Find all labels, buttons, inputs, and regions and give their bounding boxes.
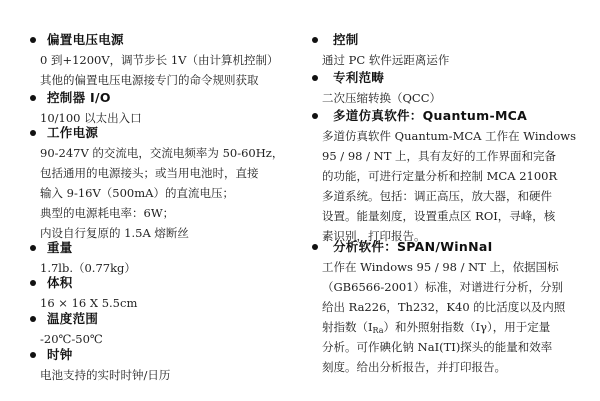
section-clock	[0, 345, 300, 385]
body-line: 二次压缩转换（QCC）	[322, 91, 442, 105]
section-controller-io	[0, 88, 300, 128]
section-power-supply	[0, 123, 300, 243]
section-heading: 分析软件：SPAN/WinNaI	[308, 237, 600, 257]
bullet-icon	[312, 37, 318, 43]
body-line: 电池支持的实时时钟/日历	[40, 368, 171, 382]
section-heading: 多道仿真软件：Quantum-MCA	[308, 106, 600, 126]
body-line: （GB6566-2001）标准，对谱进行分析，分别	[322, 280, 564, 294]
bullet-icon	[30, 95, 36, 101]
section-bias-voltage	[0, 30, 300, 90]
section-heading: 工作电源	[0, 123, 300, 143]
section-body	[308, 50, 600, 70]
bullet-icon	[30, 37, 36, 43]
body-line: 多道系统。包括：调正高压，放大器，和硬件	[322, 189, 552, 203]
body-line: 多道仿真软件 Quantum-MCA 工作在 Windows	[322, 129, 576, 143]
bullet-icon	[30, 316, 36, 322]
body-line: 工作在 Windows 95 / 98 / NT 上，依据国标	[322, 260, 559, 274]
section-heading: 温度范围	[0, 309, 300, 329]
body-line: 设置。能量刻度，设置重点区 ROI，寻峰，核	[322, 209, 556, 223]
body-line: 素识别，打印报告。	[322, 229, 426, 243]
section-heading: 专利范畴	[308, 68, 600, 88]
body-line: 输入 9-16V（500mA）的直流电压；	[40, 186, 234, 200]
section-body	[308, 88, 600, 108]
section-body	[308, 257, 600, 377]
section-body	[0, 143, 300, 243]
subscript: Ra	[372, 326, 384, 335]
bullet-icon	[312, 113, 318, 119]
section-heading: 控制器 I/O	[0, 88, 300, 108]
body-line: 90-247V 的交流电，交流电频率为 50-60Hz，	[40, 146, 284, 160]
body-line: 通过 PC 软件远距离运作	[322, 53, 450, 67]
section-heading: 体积	[0, 273, 300, 293]
section-heading: 控制	[308, 30, 600, 50]
section-body	[0, 365, 300, 385]
bullet-icon	[312, 75, 318, 81]
body-line: 分析。可作碘化钠 NaI(TI)探头的能量和效率	[322, 340, 553, 354]
section-body	[308, 126, 600, 246]
line-part: 射指数（I	[322, 320, 373, 334]
section-volume	[0, 273, 300, 313]
bullet-icon	[30, 130, 36, 136]
body-line-with-subscript	[322, 317, 600, 337]
section-heading: 时钟	[0, 345, 300, 365]
section-control	[308, 30, 600, 70]
body-line: 典型的电源耗电率：6W；	[40, 206, 175, 220]
bullet-icon	[312, 244, 318, 250]
body-line: 刻度。给出分析报告，并打印报告。	[322, 360, 506, 374]
section-temperature-range	[0, 309, 300, 349]
body-line: -20℃-50℃	[40, 332, 103, 346]
section-weight	[0, 238, 300, 278]
bullet-icon	[30, 280, 36, 286]
body-line: 给出 Ra226，Th232，K40 的比活度以及内照	[322, 300, 566, 314]
line-part: ）和外照射指数（Iγ），用于定量	[383, 320, 551, 334]
section-heading: 偏置电压电源	[0, 30, 300, 50]
section-body	[0, 50, 300, 90]
bullet-icon	[30, 352, 36, 358]
section-patents	[308, 68, 600, 108]
body-line: 10/100 以太出入口	[40, 111, 142, 125]
section-analysis-software	[308, 237, 600, 377]
section-heading: 重量	[0, 238, 300, 258]
body-line: 95 / 98 / NT 上，具有友好的工作界面和完备	[322, 149, 557, 163]
body-line: 其他的偏置电压电源接专门的命令规则获取	[40, 73, 259, 87]
body-line: 的功能，可进行定量分析和控制 MCA 2100R	[322, 169, 558, 183]
body-line: 内设自行复原的 1.5A 熔断丝	[40, 226, 189, 240]
body-line: 包括通用的电源接头；或当用电池时，直接	[40, 166, 259, 180]
body-line: 1.7lb.（0.77kg）	[40, 261, 136, 275]
body-line: 0 到+1200V，调节步长 1V（由计算机控制）	[40, 53, 279, 67]
bullet-icon	[30, 245, 36, 251]
section-mca-software	[308, 106, 600, 246]
body-line: 16 × 16 X 5.5cm	[40, 296, 138, 310]
